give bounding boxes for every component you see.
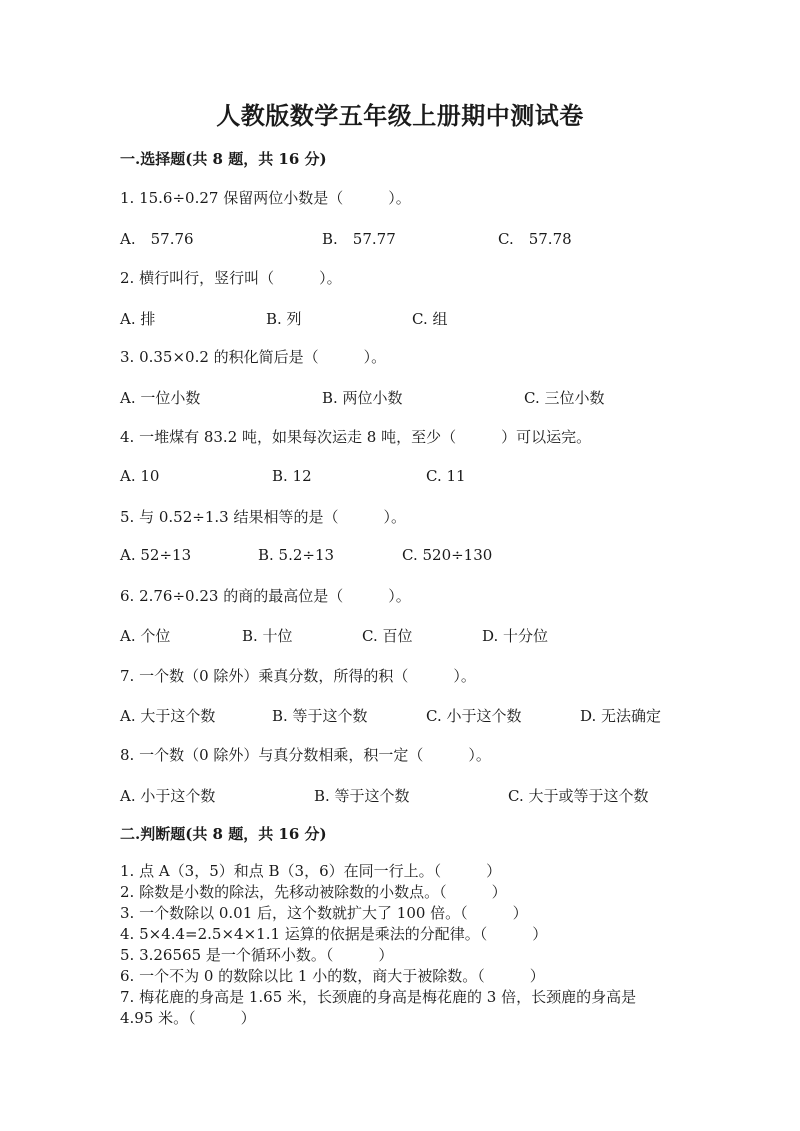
judgement-item-7-cont: 4.95 米。（ ）	[120, 1009, 256, 1027]
option-8a: A. 小于这个数	[120, 787, 216, 805]
option-5a: A. 52÷13	[120, 546, 192, 564]
option-3b: B. 两位小数	[322, 389, 403, 407]
option-4b: B. 12	[272, 467, 312, 485]
option-2c: C. 组	[412, 310, 448, 328]
option-7c: C. 小于这个数	[426, 707, 522, 725]
question-3: 3. 0.35×0.2 的积化简后是（ ）。	[120, 348, 387, 366]
option-5b: B. 5.2÷13	[258, 546, 335, 564]
question-4: 4. 一堆煤有 83.2 吨，如果每次运走 8 吨，至少（ ）可以运完。	[120, 428, 592, 446]
section-heading-judgement: 二.判断题(共 8 题，共 16 分)	[120, 825, 327, 843]
option-6c: C. 百位	[362, 627, 413, 645]
option-4a: A. 10	[120, 467, 160, 485]
option-7d: D. 无法确定	[580, 707, 662, 725]
option-8c: C. 大于或等于这个数	[508, 787, 649, 805]
judgement-item-6: 6. 一个不为 0 的数除以比 1 小的数，商大于被除数。（ ）	[120, 967, 545, 985]
option-1a: A. 57.76	[120, 230, 194, 248]
option-1c: C. 57.78	[498, 230, 572, 248]
question-2: 2. 横行叫行，竖行叫（ ）。	[120, 269, 342, 287]
section-heading-choice: 一.选择题(共 8 题，共 16 分)	[120, 150, 327, 168]
option-4c: C. 11	[426, 467, 466, 485]
judgement-item-4: 4. 5×4.4=2.5×4×1.1 运算的依据是乘法的分配律。（ ）	[120, 925, 548, 943]
judgement-item-5: 5. 3.26565 是一个循环小数。（ ）	[120, 946, 394, 964]
option-7a: A. 大于这个数	[120, 707, 216, 725]
option-8b: B. 等于这个数	[314, 787, 410, 805]
option-5c: C. 520÷130	[402, 546, 493, 564]
option-3c: C. 三位小数	[524, 389, 605, 407]
judgement-item-3: 3. 一个数除以 0.01 后，这个数就扩大了 100 倍。（ ）	[120, 904, 528, 922]
option-7b: B. 等于这个数	[272, 707, 368, 725]
option-1b: B. 57.77	[322, 230, 396, 248]
question-7: 7. 一个数（0 除外）乘真分数，所得的积（ ）。	[120, 667, 476, 685]
option-6a: A. 个位	[120, 627, 171, 645]
option-6b: B. 十位	[242, 627, 293, 645]
option-2a: A. 排	[120, 310, 156, 328]
option-3a: A. 一位小数	[120, 389, 201, 407]
judgement-item-7: 7. 梅花鹿的身高是 1.65 米，长颈鹿的身高是梅花鹿的 3 倍，长颈鹿的身高是	[120, 988, 637, 1006]
judgement-item-2: 2. 除数是小数的除法，先移动被除数的小数点。（ ）	[120, 883, 507, 901]
question-5: 5. 与 0.52÷1.3 结果相等的是（ ）。	[120, 508, 406, 526]
option-6d: D. 十分位	[482, 627, 549, 645]
option-2b: B. 列	[266, 310, 302, 328]
question-8: 8. 一个数（0 除外）与真分数相乘，积一定（ ）。	[120, 746, 491, 764]
question-6: 6. 2.76÷0.23 的商的最高位是（ ）。	[120, 587, 411, 605]
judgement-item-1: 1. 点 A（3，5）和点 B（3，6）在同一行上。（ ）	[120, 862, 502, 880]
page-title: 人教版数学五年级上册期中测试卷	[216, 101, 584, 130]
question-1: 1. 15.6÷0.27 保留两位小数是（ ）。	[120, 189, 411, 207]
